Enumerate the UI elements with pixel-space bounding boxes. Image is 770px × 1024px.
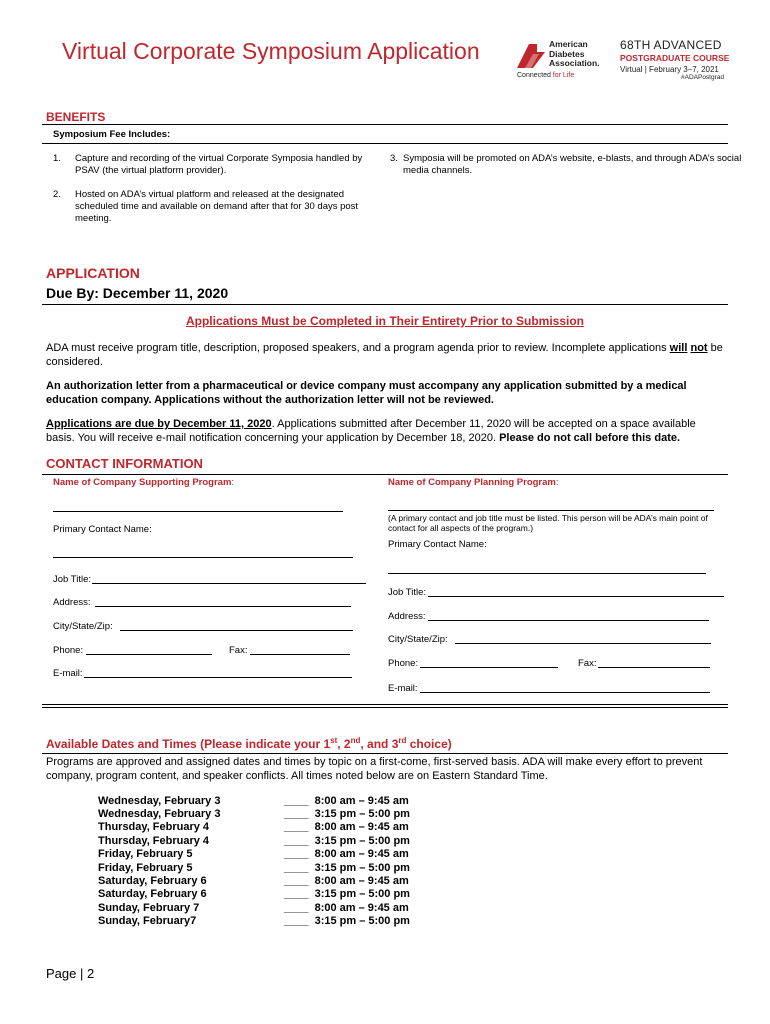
slot-time[interactable]: ____ 8:00 am – 9:45 am — [284, 821, 409, 833]
supporting-company-field[interactable] — [53, 511, 343, 512]
event-line-1: 68TH ADVANCED — [620, 38, 722, 52]
right-phone-label: Phone: — [388, 658, 419, 669]
dates-intro: Programs are approved and assigned dates and times by topic on a first-come, first-served basis. ADA will make every effort to prevent company, program content, and speaker conflicts. All times noted below are on Eastern Standard Time. — [46, 756, 703, 782]
benefits-rule — [42, 124, 728, 125]
left-fax-label: Fax: — [229, 645, 248, 656]
left-fax-field[interactable] — [250, 654, 350, 655]
application-heading: APPLICATION — [46, 265, 140, 281]
deadline-paragraph: Applications are due by December 11, 2020. Applications submitted after December 11, 2020 will be accepted on a space available basis. You will receive e-mail notification concerning your application by December 18, 2020. Please do not call before this date. — [46, 418, 696, 444]
left-job-title-field[interactable] — [92, 583, 366, 584]
left-email-label: E-mail: — [53, 668, 83, 679]
slot-time[interactable]: ____ 3:15 pm – 5:00 pm — [284, 808, 410, 820]
slot-day: Friday, February 5 — [98, 848, 193, 860]
contact-heading: CONTACT INFORMATION — [46, 456, 203, 471]
right-address-field[interactable] — [428, 620, 709, 621]
dates-rule — [42, 753, 728, 754]
benefit-2-text: Hosted on ADA’s virtual platform and released at the designated scheduled time and available on demand after that for 30 days post meeting. — [75, 189, 359, 224]
slot-time[interactable]: ____ 8:00 am – 9:45 am — [284, 848, 409, 860]
event-line-3: Virtual | February 3–7, 2021 — [620, 65, 719, 74]
left-city-field[interactable] — [120, 630, 353, 631]
slot-day: Sunday, February 7 — [98, 902, 200, 914]
slot-day: Wednesday, February 3 — [98, 795, 221, 807]
fee-rule — [42, 143, 728, 144]
completion-notice: Applications Must be Completed in Their Entirety Prior to Submission — [185, 314, 585, 328]
left-primary-contact-label: Primary Contact Name: — [53, 524, 152, 535]
slot-time[interactable]: ____ 8:00 am – 9:45 am — [284, 902, 409, 914]
authorization-paragraph: An authorization letter from a pharmaceutical or device company must accompany any application submitted by a medical education company. Applications without the authorization letter will not be reviewed. — [46, 380, 687, 406]
right-city-label: City/State/Zip: — [388, 634, 448, 645]
ada-logo — [515, 40, 615, 80]
benefit-1-num: 1. — [53, 153, 61, 164]
right-primary-contact-label: Primary Contact Name: — [388, 539, 487, 550]
slot-day: Saturday, February 6 — [98, 888, 207, 900]
contact-rule — [42, 474, 728, 475]
dates-heading: Available Dates and Times (Please indicate your 1st, 2nd, and 3rd choice) — [46, 736, 452, 751]
due-date: Due By: December 11, 2020 — [46, 285, 229, 301]
contact-bottom-rule-2 — [42, 707, 728, 708]
requirements-paragraph: ADA must receive program title, description, proposed speakers, and a program agenda prior to review. Incomplete applications will not be considered. — [46, 342, 723, 368]
left-job-title-label: Job Title: — [53, 574, 92, 585]
benefit-3-text: Symposia will be promoted on ADA’s website, e-blasts, and through ADA’s social media channels. — [403, 153, 742, 176]
left-email-field[interactable] — [84, 677, 352, 678]
benefits-heading: BENEFITS — [46, 110, 106, 124]
fee-heading: Symposium Fee Includes: — [53, 129, 171, 140]
left-phone-label: Phone: — [53, 645, 84, 656]
left-city-label: City/State/Zip: — [53, 621, 113, 632]
contact-bottom-rule — [42, 704, 728, 705]
right-address-label: Address: — [388, 611, 426, 622]
right-fax-label: Fax: — [578, 658, 597, 669]
right-job-title-label: Job Title: — [388, 587, 427, 598]
benefit-3-num: 3. — [390, 153, 398, 164]
benefit-2-num: 2. — [53, 189, 61, 200]
slot-day: Wednesday, February 3 — [98, 808, 221, 820]
slot-time[interactable]: ____ 8:00 am – 9:45 am — [284, 795, 409, 807]
page-title: Virtual Corporate Symposium Application — [62, 38, 480, 64]
slot-time[interactable]: ____ 3:15 pm – 5:00 pm — [284, 888, 410, 900]
slot-day: Thursday, February 4 — [98, 835, 210, 847]
ada-logo-tagline: Connected for Life — [517, 72, 575, 79]
left-address-label: Address: — [53, 597, 91, 608]
right-job-title-field[interactable] — [428, 596, 724, 597]
benefit-1-text: Capture and recording of the virtual Corporate Symposia handled by PSAV (the virtual platform provider). — [75, 153, 363, 176]
left-primary-contact-field[interactable] — [53, 557, 353, 558]
contact-note: (A primary contact and job title must be listed. This person will be ADA’s main point of contact for all aspects of the program.) — [388, 513, 708, 533]
slot-day: Thursday, February 4 — [98, 821, 210, 833]
slot-time[interactable]: ____ 8:00 am – 9:45 am — [284, 875, 409, 887]
event-hashtag: #ADAPostgrad — [681, 74, 724, 81]
slot-time[interactable]: ____ 3:15 pm – 5:00 pm — [284, 835, 410, 847]
right-email-field[interactable] — [420, 692, 710, 693]
page-number: Page | 2 — [46, 966, 95, 981]
ada-logo-mark-icon — [515, 40, 547, 70]
left-phone-field[interactable] — [86, 654, 212, 655]
application-rule — [42, 304, 728, 305]
planning-company-heading: Name of Company Planning Program: — [388, 477, 559, 488]
event-line-2: POSTGRADUATE COURSE — [620, 53, 730, 63]
left-address-field[interactable] — [95, 606, 351, 607]
event-badge — [620, 38, 732, 81]
slot-day: Saturday, February 6 — [98, 875, 207, 887]
slot-day: Sunday, February7 — [98, 915, 197, 927]
right-city-field[interactable] — [455, 643, 711, 644]
right-phone-field[interactable] — [420, 667, 558, 668]
ada-logo-name: American Diabetes Association. — [549, 39, 600, 68]
right-fax-field[interactable] — [598, 667, 710, 668]
supporting-company-heading: Name of Company Supporting Program: — [53, 477, 235, 488]
slot-time[interactable]: ____ 3:15 pm – 5:00 pm — [284, 862, 410, 874]
slot-time[interactable]: ____ 3:15 pm – 5:00 pm — [284, 915, 410, 927]
slot-day: Friday, February 5 — [98, 862, 193, 874]
right-email-label: E-mail: — [388, 683, 418, 694]
planning-company-field[interactable] — [388, 510, 714, 511]
right-primary-contact-field[interactable] — [388, 573, 706, 574]
